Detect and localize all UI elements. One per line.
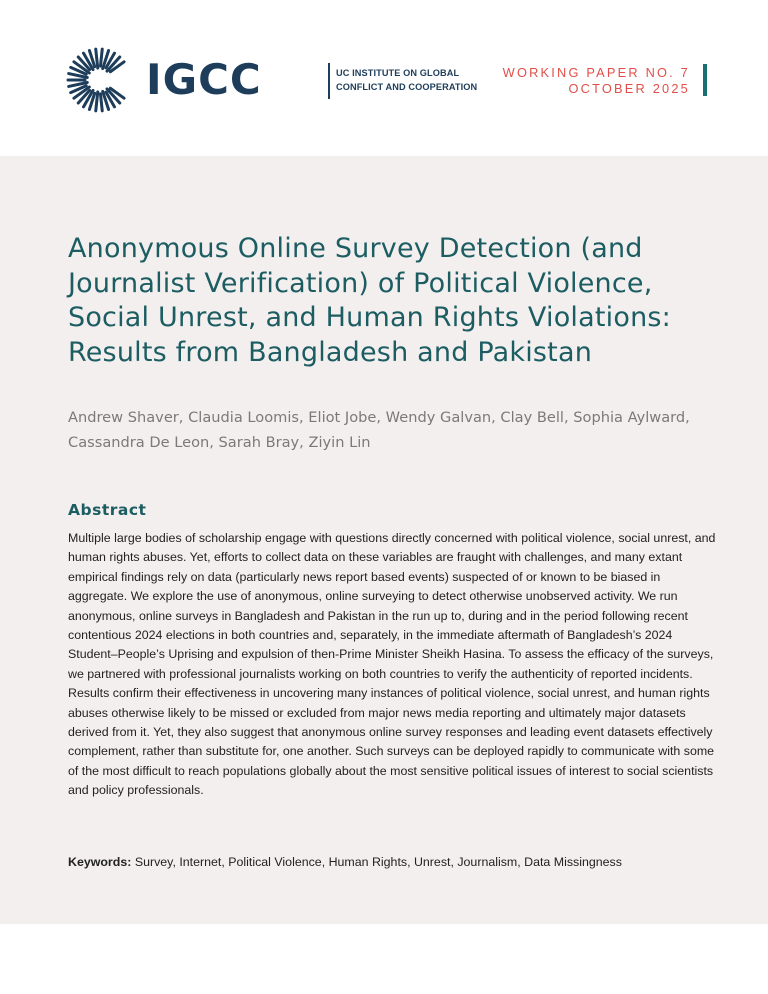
logo-ray [100,49,102,66]
working-paper-label [503,65,690,97]
keywords-list: Survey, Internet, Political Violence, Human Rights, Unrest, Journalism, Data Missingness [134,855,622,869]
paper-authors: Andrew Shaver, Claudia Loomis, Eliot Jobe, Wendy Galvan, Clay Bell, Sophia Aylward, Cassandra De Leon, Sarah Bray, Ziyin Lin [68,409,690,451]
igcc-logo[interactable] [66,47,478,115]
working-paper-accent-bar [703,64,707,96]
logo-subtitle [336,67,477,94]
logo-core [91,72,107,88]
igcc-radial-logo-icon [66,47,132,113]
logo-ray [100,94,102,111]
logo-subtitle-line1: UC INSTITUTE ON GLOBAL [336,68,460,78]
logo-ray [96,92,98,111]
logo-wordmark: IGCC [146,55,262,104]
logo-divider [328,63,330,99]
abstract-heading: Abstract [68,501,147,519]
page-header [0,0,768,156]
keywords-label: Keywords: [68,855,132,869]
working-paper-number: WORKING PAPER NO. 7 [502,65,690,80]
working-paper-date: OCTOBER 2025 [568,81,690,96]
paper-title: Anonymous Online Survey Detection (and Journalist Verification) of Political Violence, Social Unrest, and Human Rights Violations: Results from Bangladesh and Pakistan [68,233,671,368]
abstract-text: Multiple large bodies of scholarship engage with questions directly concerned with political violence, social unrest, and human rights abuses. Yet, efforts to collect data on these variables are fraught with challenges, and many extant empirical findings rely on data (particularly news report based events) suspected of or known to be biased in aggregate. We explore the use of anonymous, online surveying to detect otherwise unobserved activity. We run anonymous, online surveys in Bangladesh and Pakistan in the run up to, during and in the period following recent contentious 2024 elections in both countries and, separately, in the immediate aftermath of Bangladesh’s 2024 Student–People’s Uprising and expulsion of then-Prime Minister Sheikh Hasina. To assess the efficacy of the surveys, we partnered with professional journalists working on both countries to verify the authenticity of reported incidents. Results confirm their effectiveness in uncovering many instances of political violence, social unrest, and human rights abuses otherwise likely to be missed or excluded from major news media reporting and ultimately major datasets derived from it. Yet, they also suggest that anonymous online survey responses and leading event datasets effectively complement, rather than substitute for, one another. Such surveys can be deployed rapidly to communicate with some of the most difficult to reach populations globally about the most sensitive political issues of interest to social scientists and policy professionals. [68,531,716,798]
keywords [68,853,718,871]
logo-subtitle-line2: CONFLICT AND COOPERATION [336,81,478,92]
logo-ray [96,49,98,68]
